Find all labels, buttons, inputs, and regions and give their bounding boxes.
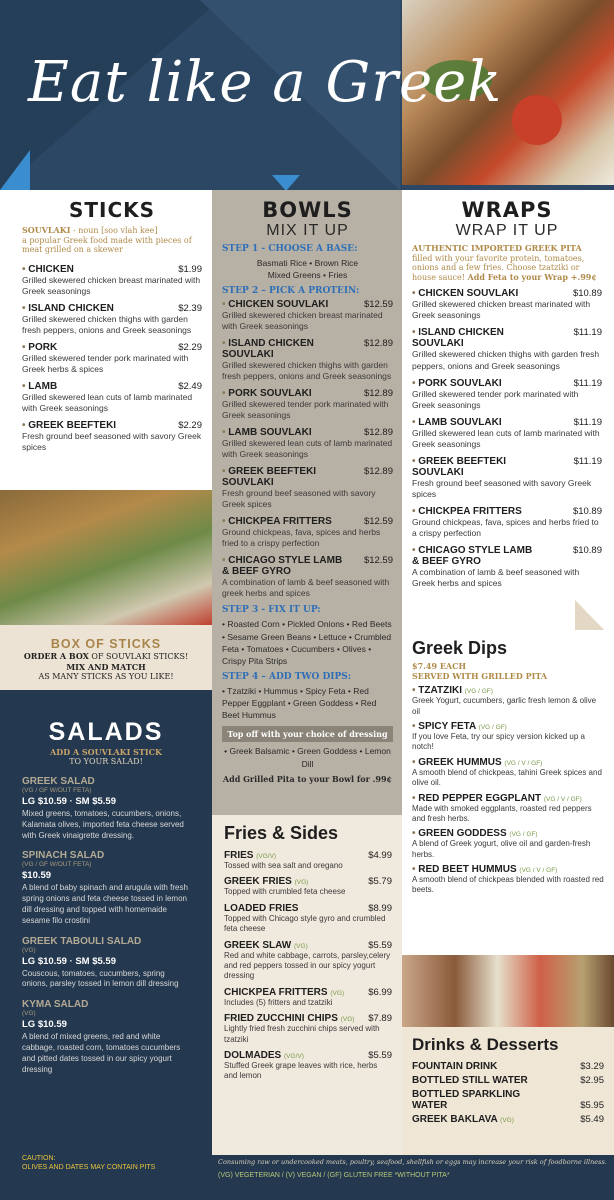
menu-item-name: • PORK: [22, 342, 57, 353]
salad-name: GREEK TABOULI SALAD: [22, 935, 142, 947]
side-item-diet-tag: (VG): [340, 1016, 355, 1024]
drink-name-text: BOTTLED SPARKLING WATER: [412, 1089, 521, 1111]
menu-item-row: [22, 342, 202, 353]
wraps-title: WRAPS: [461, 198, 553, 222]
drink-name-text: FOUNTAIN DRINK: [412, 1061, 498, 1072]
side-item-name: [224, 903, 298, 914]
menu-item-description: Grilled skewered tender pork marinated with Greek herbs & spices: [22, 352, 189, 375]
box-of-sticks: [0, 625, 212, 690]
salad-description: Mixed greens, tomatoes, cucumbers, onions, Kalamata olives, imported feta cheese served with Greek vinaigrette dressing.: [22, 809, 184, 840]
dip-description: A smooth blend of chickpeas, tahini Greek spices and olive oil.: [412, 767, 602, 788]
wraps-note-add: Add Feta to your Wrap +.99¢: [467, 271, 597, 282]
drink-row: [412, 1075, 604, 1086]
topoff-banner: Top off with your choice of dressing: [222, 726, 393, 742]
wraps-note-text: filled with your favorite protein, tomatoes, onions and a few fries. Choose tzatziki or house sauce!: [412, 253, 585, 282]
menu-item-price: $12.59: [363, 555, 393, 567]
definition-text: a popular Greek food made with pieces of meat grilled on a skewer: [22, 235, 192, 255]
menu-item-name: • CHICAGO STYLE LAMB & BEEF GYRO: [222, 555, 347, 577]
menu-item-name: • LAMB SOUVLAKI: [412, 417, 502, 428]
menu-item-description: Grilled skewered tender pork marinated with Greek seasonings: [412, 388, 579, 410]
menu-item-description: Grilled skewered lean cuts of lamb marinated with Greek seasonings: [222, 437, 393, 459]
menu-item-description: Grilled skewered chicken thighs with garden fresh peppers, onions and Greek seasonings: [412, 349, 600, 371]
menu-item-price: $2.49: [178, 381, 202, 393]
menu-item-price: $11.19: [573, 416, 602, 428]
tomato-shape: [512, 95, 562, 145]
menu-item-row: [22, 420, 202, 431]
menu-item-name: • GREEK BEEFTEKI: [22, 420, 116, 431]
sticks-list: [22, 264, 202, 453]
dip-name: [412, 828, 604, 839]
salad-description: A blend of mixed greens, red and white cabbage, roasted corn, tomatoes cucumbers and pitted dates tossed in our spicy yogurt dressing: [22, 1032, 181, 1074]
menu-item-price: $11.19: [573, 327, 602, 339]
dip-diet-tag: (VG / GF): [509, 831, 538, 839]
salad-description: A blend of baby spinach and arugula with fresh spring onions and feta cheese tossed in lemon dill dressing and topped with homemaide sesame filo crostini: [22, 883, 188, 925]
bowls-step-3-options: • Roasted Corn • Pickled Onions • Red Beets • Sesame Green Beans • Lettuce • Crumbled Feta • Tomatoes • Cucumbers • Olives • Crispy Pita Strips: [222, 619, 392, 667]
salad-diet-note: (VG): [22, 1010, 36, 1018]
hero-banner: [0, 0, 614, 190]
menu-item-row: [412, 417, 602, 428]
dips-photo: [402, 955, 614, 1027]
footer: [212, 1155, 614, 1200]
menu-item-description: Grilled skewered chicken breast marinated with Greek seasonings: [22, 274, 201, 296]
side-item-name-text: CHICKPEA FRITTERS: [224, 986, 328, 998]
box-title: BOX OF STICKS: [50, 637, 162, 651]
dips-title: Greek Dips: [412, 638, 508, 658]
side-item-name: [224, 1050, 304, 1061]
menu-item-description: Grilled skewered chicken thighs with garden fresh peppers, onions and Greek seasonings: [222, 359, 392, 381]
menu-item-name: • CHICKEN SOUVLAKI: [412, 288, 518, 299]
dip-description: Greek Yogurt, cucumbers, garlic fresh lemon & olive oil: [412, 696, 597, 716]
side-item-name: [224, 850, 276, 861]
sticks-title: STICKS: [68, 198, 156, 222]
caution-text: OLIVES AND DATES MAY CONTAIN PITS: [22, 1163, 156, 1171]
side-item-description: Tossed with sea salt and oregano: [224, 861, 343, 870]
side-item-row: [224, 987, 392, 998]
menu-item-price: $2.29: [178, 341, 202, 353]
arrow-down-icon: [272, 175, 300, 191]
menu-item-price: $10.89: [572, 288, 602, 300]
side-item-name: [224, 940, 308, 951]
salads-tag-2: TO YOUR SALAD!: [69, 757, 143, 766]
dip-diet-tag: (VG / V / GF): [504, 759, 543, 767]
dip-name-text: RED PEPPER EGGPLANT: [418, 792, 542, 804]
menu-item-name: • ISLAND CHICKEN SOUVLAKI: [222, 338, 347, 360]
menu-item-row: [412, 456, 602, 478]
menu-item-description: A combination of lamb & beef seasoned with greek herbs and spices: [222, 577, 390, 599]
menu-item-price: $1.99: [178, 263, 202, 275]
menu-item-row: [222, 555, 393, 577]
drink-row: [412, 1089, 604, 1111]
salad-diet-note: (VG / GF W/OUT FETA): [22, 861, 92, 869]
side-item-name: [224, 987, 344, 998]
menu-item-row: [22, 381, 202, 392]
menu-item-name: • GREEK BEEFTEKI SOUVLAKI: [412, 456, 542, 478]
side-item-description: Red and white cabbage, carrots, parsley,celery and red peppers tossed in our spicy yogurt dressing: [224, 950, 391, 981]
bowls-subtitle: MIX IT UP: [266, 222, 349, 239]
dressing-options: • Greek Balsamic • Green Goddess • Lemon Dill: [224, 746, 391, 769]
drink-name-text: GREEK BAKLAVA: [412, 1114, 498, 1125]
wraps-note: [412, 244, 602, 282]
side-item-row: [224, 850, 392, 861]
menu-item-row: [412, 545, 602, 567]
dip-name-text: GREEN GODDESS: [418, 828, 507, 840]
salad-price: LG $10.59 · SM $5.59: [22, 796, 116, 807]
side-item-description: Stuffed Greek grape leaves with rice, herbs and lemon: [224, 1060, 378, 1081]
caution-label: CAUTION:: [22, 1155, 56, 1162]
menu-item-name: • LAMB SOUVLAKI: [222, 427, 312, 438]
footer-disclaimer: Consuming raw or undercooked meats, poultry, seafood, shellfish or eggs may increase your risk of foodborne illness.: [218, 1158, 607, 1166]
menu-item-price: $12.89: [363, 387, 393, 399]
menu-item-description: A combination of lamb & beef seasoned with Greek herbs and spices: [412, 566, 580, 588]
menu-item-description: Grilled skewered chicken breast marinated with Greek seasonings: [412, 299, 591, 321]
menu-item-row: [222, 338, 393, 360]
side-item-name: [224, 876, 308, 887]
dip-name-text: TZATZIKI: [418, 685, 462, 697]
side-item-row: [224, 940, 392, 951]
box-line-2: MIX AND MATCH: [66, 662, 146, 672]
wraps-subtitle: WRAP IT UP: [455, 222, 559, 239]
dip-description: If you love Feta, try our spicy version kicked up a notch!: [412, 731, 585, 752]
menu-item-name: • GREEK BEEFTEKI SOUVLAKI: [222, 466, 347, 488]
skewer-photo: [0, 490, 212, 625]
dip-name: [412, 685, 604, 696]
menu-item-price: $10.89: [572, 544, 602, 556]
dip-diet-tag: (VG / GF): [478, 723, 507, 731]
menu-item-price: $12.59: [363, 298, 393, 310]
bowls-step-1-options-2: Mixed Greens • Fries: [267, 270, 348, 281]
wraps-note-bold: AUTHENTIC IMPORTED GREEK PITA: [412, 243, 582, 253]
menu-item-price: $2.39: [178, 302, 202, 314]
menu-item-name: • CHICKEN SOUVLAKI: [222, 299, 328, 310]
side-item-row: [224, 876, 392, 887]
menu-item-description: Ground chickpeas, fava, spices and herbs fried to a crispy perfection: [412, 516, 599, 538]
side-item-description: Topped with crumbled feta cheese: [224, 887, 346, 897]
side-item-diet-tag: (VG): [330, 989, 345, 997]
bowls-step-3: STEP 3 - FIX IT UP:: [222, 605, 321, 616]
menu-item-row: [412, 378, 602, 389]
menu-item-price: $10.89: [572, 505, 602, 517]
menu-item-price: $11.19: [573, 377, 602, 389]
dip-diet-tag: (VG / V / GF): [519, 867, 558, 875]
side-item-row: [224, 903, 392, 914]
bowls-step-4-options: • Tzatziki • Hummus • Spicy Feta • Red Pepper Eggplant • Green Goddess • Red Beet Hummus: [222, 685, 377, 721]
menu-item-name: • ISLAND CHICKEN: [22, 303, 114, 314]
side-item-price: $4.99: [368, 850, 392, 861]
menu-item-price: $12.89: [363, 426, 393, 438]
salad-diet-note: (VG / GF W/OUT FETA): [22, 787, 92, 794]
definition-pronunciation: - noun [soo vlah kee]: [70, 226, 158, 235]
drink-name: [412, 1089, 552, 1111]
side-item-price: $8.99: [368, 902, 392, 914]
dip-name-text: SPICY FETA: [418, 720, 476, 732]
dips-list: [412, 685, 604, 896]
dip-name: [412, 721, 604, 732]
drink-name-text: BOTTLED STILL WATER: [412, 1075, 528, 1086]
drink-price: $5.49: [580, 1114, 604, 1125]
drink-diet-tag: (VG): [500, 1117, 514, 1124]
side-item-diet-tag: (VG): [294, 942, 308, 950]
side-item-price: $5.79: [368, 876, 392, 888]
blue-corner-triangle: [0, 150, 30, 190]
menu-item-name: • ISLAND CHICKEN SOUVLAKI: [412, 327, 542, 349]
menu-item-price: $12.59: [363, 516, 393, 528]
side-item-price: $7.89: [368, 1013, 392, 1025]
box-line-1: [0, 651, 212, 662]
dip-diet-tag: (VG / GF): [464, 688, 493, 696]
side-item-diet-tag: (VG/V): [284, 1052, 304, 1060]
bowls-list: [222, 299, 393, 600]
drink-name: [412, 1114, 514, 1125]
salad-name: GREEK SALAD: [22, 776, 95, 787]
box-line-1-rest: OF SOUVLAKI STICKS!: [88, 652, 189, 661]
menu-item-description: Fresh ground beef seasoned with savory Greek spices: [412, 477, 592, 499]
fries-sides-section: [212, 815, 402, 1155]
side-item-description: Lightly fried fresh zucchini chips served with tzatziki: [224, 1024, 380, 1044]
menu-item-row: [22, 303, 202, 314]
dips-price: $7.49 EACH: [412, 661, 467, 671]
menu-item-description: Grilled skewered tender pork marinated with Greek seasonings: [222, 398, 389, 420]
souvlaki-definition: [22, 226, 202, 255]
dip-name-text: GREEK HUMMUS: [418, 756, 502, 768]
menu-item-description: Fresh ground beef seasoned with savory Greek spices: [22, 431, 202, 453]
bowls-step-1-options: Basmati Rice • Brown Rice: [256, 258, 359, 268]
menu-item-row: [412, 506, 602, 517]
box-line-1-bold: ORDER A BOX: [23, 651, 89, 661]
dip-name: [412, 757, 604, 768]
salad-name: SPINACH SALAD: [22, 850, 105, 862]
drink-name: [412, 1061, 497, 1072]
side-item-name-text: FRIED ZUCCHINI CHIPS: [224, 1013, 338, 1025]
dips-served: SERVED WITH GRILLED PITA: [412, 670, 548, 681]
menu-item-row: [222, 299, 393, 310]
menu-item-description: Grilled skewered lean cuts of lamb marinated with Greek seasonings: [22, 392, 193, 414]
drink-row: [412, 1061, 604, 1072]
drink-price: $2.95: [580, 1075, 604, 1086]
bowls-step-4: STEP 4 – ADD TWO DIPS:: [222, 671, 352, 682]
menu-item-price: $12.89: [363, 466, 393, 477]
fries-title: Fries & Sides: [224, 823, 339, 843]
dip-diet-tag: (VG / V / GF): [543, 795, 582, 803]
salad-name: KYMA SALAD: [22, 999, 89, 1011]
add-pita-note: Add Grilled Pita to your Bowl for .99¢: [222, 774, 393, 785]
menu-item-price: $11.19: [573, 455, 602, 467]
definition-word: SOUVLAKI: [22, 225, 71, 235]
side-item-diet-tag: (VG/V): [256, 853, 277, 860]
drinks-desserts-section: [402, 1027, 614, 1155]
salads-list: [22, 776, 190, 1075]
salad-price: LG $10.59: [22, 1019, 67, 1031]
sticks-section: [0, 190, 212, 490]
dip-description: A smooth blend of chickpeas blended with roasted red beets.: [412, 875, 604, 895]
menu-item-row: [22, 264, 202, 275]
side-item-row: [224, 1013, 392, 1024]
side-item-name: [224, 1013, 354, 1024]
wraps-list: [412, 288, 602, 589]
menu-item-price: $2.29: [178, 420, 202, 432]
side-item-price: $5.59: [368, 939, 392, 951]
salads-tag-1: ADD A SOUVLAKI STICK: [50, 747, 162, 757]
salads-section: [0, 690, 212, 1160]
bowls-step-1: STEP 1 - CHOOSE A BASE:: [222, 244, 358, 254]
dip-name: [412, 864, 604, 875]
box-line-3: AS MANY STICKS AS YOU LIKE!: [38, 672, 174, 681]
menu-item-name: • LAMB: [22, 381, 57, 392]
menu-item-row: [222, 466, 393, 488]
side-item-name-text: GREEK FRIES: [224, 876, 292, 888]
salad-price: $10.59: [22, 870, 52, 882]
dip-description: A blend of Greek yogurt, olive oil and garden-fresh herbs.: [412, 839, 591, 859]
drink-price: $3.29: [580, 1061, 604, 1072]
menu-item-name: • CHICKPEA FRITTERS: [222, 516, 332, 527]
menu-item-row: [222, 516, 393, 527]
menu-item-description: Grilled skewered lean cuts of lamb marinated with Greek seasonings: [412, 427, 600, 449]
menu-item-name: • CHICAGO STYLE LAMB & BEEF GYRO: [412, 545, 542, 567]
side-item-name-text: GREEK SLAW: [224, 939, 292, 951]
greek-dips-section: [402, 630, 614, 955]
menu-item-name: • CHICKPEA FRITTERS: [412, 506, 522, 517]
side-item-description: Includes (5) fritters and tzatziki: [224, 997, 333, 1007]
bowls-step-2: STEP 2 – PICK A PROTEIN:: [222, 285, 360, 296]
menu-item-name: • PORK SOUVLAKI: [412, 378, 502, 389]
menu-item-row: [412, 288, 602, 299]
salad-description: Couscous, tomatoes, cucumbers, spring onions, parsley tossed in lemon dill dressing: [22, 968, 179, 989]
footer-legend: (VG) VEGETERIAN / (V) VEGAN / (GF) GLUTEN FREE *WITHOUT PITA*: [218, 1172, 450, 1179]
side-item-diet-tag: (VG): [294, 879, 309, 887]
salad-diet-note: (VG): [22, 946, 36, 954]
side-item-price: $6.99: [368, 986, 392, 998]
hero-title: Eat like a Greek: [28, 50, 503, 115]
drink-name: [412, 1075, 528, 1086]
side-item-description: Topped with Chicago style gyro and crumbled feta cheese: [224, 913, 386, 934]
side-item-row: [224, 1050, 392, 1061]
side-item-name-text: DOLMADES: [224, 1049, 282, 1061]
menu-item-description: Fresh ground beef seasoned with savory Greek spices: [222, 488, 376, 510]
drink-row: [412, 1114, 604, 1125]
dip-name: [412, 793, 604, 804]
dip-description: Made with smoked eggplants, roasted red peppers and fresh herbs.: [412, 803, 592, 823]
menu-item-description: Grilled skewered chicken breast marinated with Greek seasonings: [222, 309, 383, 331]
menu-item-name: • PORK SOUVLAKI: [222, 388, 312, 399]
bowls-title: BOWLS: [262, 198, 353, 222]
side-item-price: $5.59: [368, 1049, 392, 1061]
salads-title: SALADS: [48, 718, 164, 746]
fries-list: [224, 850, 392, 1082]
drinks-list: [412, 1061, 604, 1125]
menu-item-row: [222, 388, 393, 399]
menu-item-price: $12.89: [363, 337, 393, 349]
caution-note: [22, 1155, 155, 1173]
salad-price: LG $10.59 · SM $5.59: [22, 955, 116, 967]
menu-item-row: [222, 427, 393, 438]
side-item-name-text: LOADED FRIES: [224, 902, 299, 914]
menu-item-row: [412, 327, 602, 349]
drink-price: $5.95: [580, 1100, 604, 1111]
menu-item-name: • CHICKEN: [22, 264, 74, 275]
dip-name-text: RED BEET HUMMUS: [418, 864, 517, 876]
bowls-section: [212, 190, 402, 815]
menu-item-description: Ground chickpeas, fava, spices and herbs fried to a crispy perfection: [222, 527, 381, 549]
side-item-name-text: FRIES: [224, 850, 254, 861]
menu-item-description: Grilled skewered chicken thighs with garden fresh peppers, onions and Greek seasonings: [22, 313, 192, 335]
drinks-title: Drinks & Desserts: [412, 1035, 559, 1054]
